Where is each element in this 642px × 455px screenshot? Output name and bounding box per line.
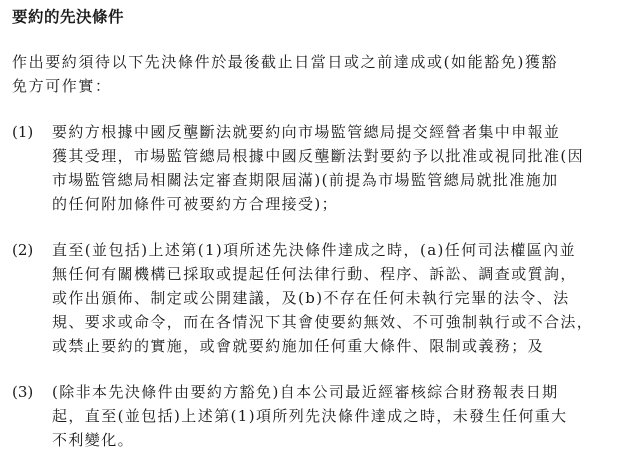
condition-text	[52, 120, 632, 216]
condition-line: 規、要求或命令，而在各情況下其會使要約無效、不可強制執行或不合法，	[52, 313, 594, 331]
condition-line: 獲其受理，市場監管總局根據中國反壟斷法對要約予以批准或視同批准(因	[52, 147, 585, 165]
condition-line: 無任何有關機構已採取或提起任何法律行動、程序、訴訟、調查或質詢，	[52, 265, 577, 283]
condition-line: 或禁止要約的實施，或會就要約施加任何重大條件、限制或義務；及	[52, 337, 545, 355]
condition-number: (3)	[12, 383, 34, 401]
condition-line: 不利變化。	[52, 431, 135, 449]
condition-line: 市場監管總局相關法定審查期限屆滿)(前提為市場監管總局就批准施加	[52, 171, 559, 189]
condition-item-1	[12, 120, 632, 216]
intro-line: 免方可作實：	[12, 77, 112, 95]
section-heading: 要約的先決條件	[12, 8, 125, 26]
condition-line: 起，直至(並包括)上述第(1)項所列先決條件達成之時，未發生任何重大	[52, 407, 568, 425]
document	[12, 6, 632, 452]
condition-number: (1)	[12, 123, 34, 141]
condition-line: (除非本先決條件由要約方豁免)自本公司最近經審核綜合財務報表日期	[52, 383, 559, 401]
intro-line: 作出要約須待以下先決條件於最後截止日當日或之前達成或(如能豁免)獲豁	[12, 53, 559, 71]
condition-number: (2)	[12, 241, 34, 259]
condition-item-2	[12, 238, 632, 358]
condition-line: 直至(並包括)上述第(1)項所述先決條件達成之時，(a)任何司法權區內並	[52, 241, 577, 259]
intro-paragraph	[12, 50, 632, 98]
condition-line: 或作出頒佈、制定或公開建議，及(b)不存在任何未執行完畢的法令、法	[52, 289, 570, 307]
condition-line: 要約方根據中國反壟斷法就要約向市場監管總局提交經營者集中申報並	[52, 123, 561, 141]
condition-text	[52, 380, 632, 452]
condition-item-3	[12, 380, 632, 452]
condition-line: 的任何附加條件可被要約方合理接受)；	[52, 195, 339, 213]
condition-text	[52, 238, 632, 358]
